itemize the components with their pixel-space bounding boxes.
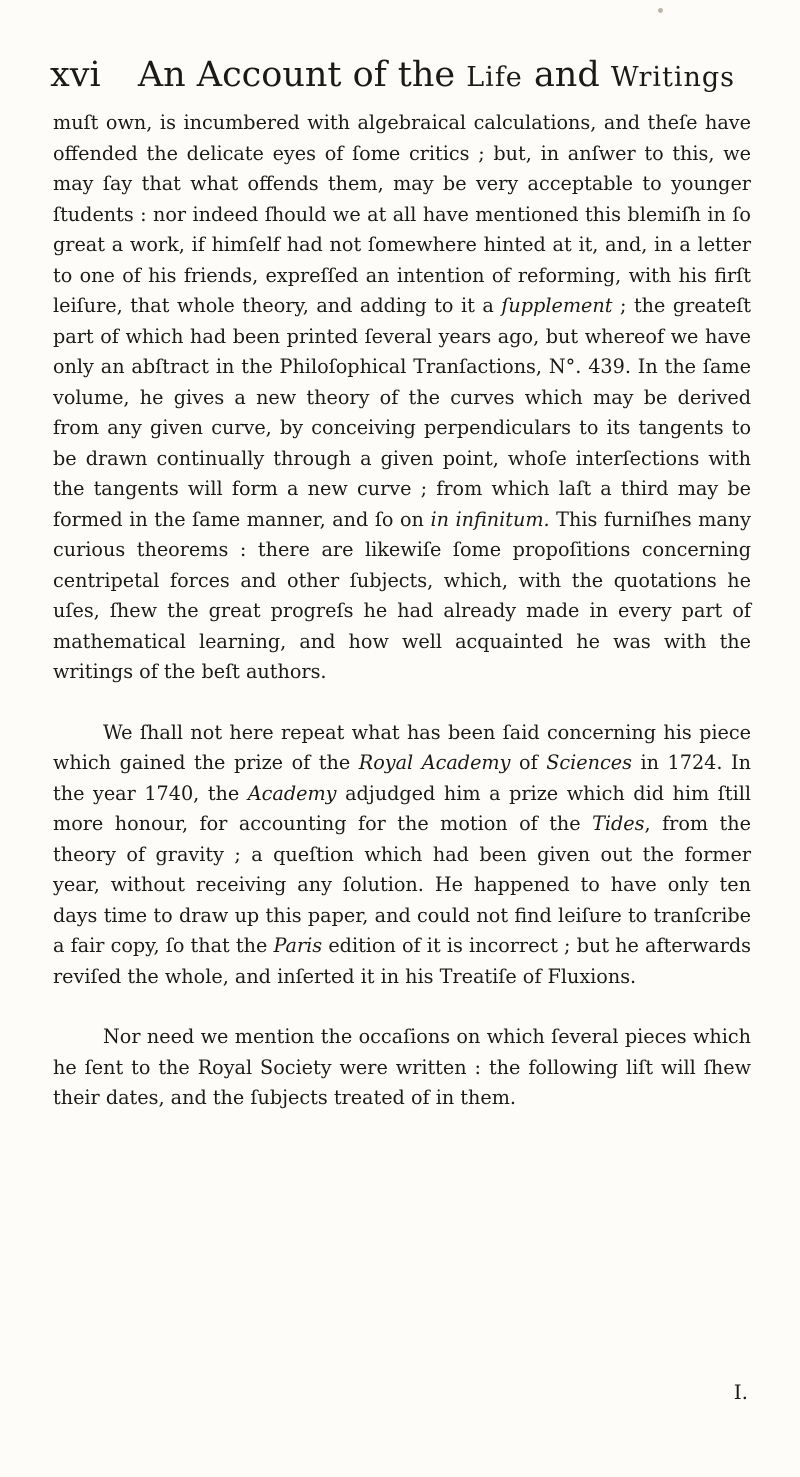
p2-italic-paris: Paris <box>273 934 323 957</box>
p1-text-e: This furniſhes many curious theorems : there are likewiſe ſome propoſitions concerning centripetal forces and other ſubjects, which, with the quotations he uſes, ſhew the great progreſs he had already made in every part of mathematical learning, and how well acquainted he was with the writings of the beſt authors. <box>53 507 751 683</box>
body-text <box>53 108 751 1114</box>
running-title-life: Life <box>466 62 523 93</box>
p2-text-g: adjudged him a prize which did him ſtill more honour, for accounting for the motion of the <box>53 781 752 835</box>
p1-italic-in-infinitum: in infinitum. <box>430 507 550 531</box>
p2-italic-tides: Tides <box>592 812 645 835</box>
p2-text-c: of <box>510 751 547 774</box>
catchword: I. <box>733 1380 748 1404</box>
p1-italic-supplement: ſupplement <box>501 294 613 317</box>
running-title-prefix: An Account of the <box>137 55 456 95</box>
page-number: xvi <box>50 55 101 95</box>
running-title-and: and <box>533 55 600 95</box>
p2-italic-academy: Academy <box>247 781 337 805</box>
paragraph-1 <box>53 108 751 688</box>
p2-text-e: in 1724. In the year 1740, the <box>53 751 751 805</box>
p1-text-c: ; the greateſt part of which had been printed ſeveral years ago, but whereof we have only an abſtract in the Philoſophical Tranſactions, N°. 439. In the ſame volume, he gives a new theory of the curves which may be derived from any given curve, by conceiving perpendiculars to its tangents to be drawn continually through a given point, whoſe interſections with the tangents will form a new curve ; from which laſt a third may be formed in the ſame manner, and ſo on <box>53 294 752 531</box>
paragraph-3 <box>53 1022 751 1114</box>
ink-speck <box>658 8 663 13</box>
paragraph-2 <box>53 718 751 993</box>
p1-text-a: muſt own, is incumbered with algebraical calculations, and theſe have offended the delicate eyes of ſome critics ; but, in anſwer to this, we may ſay that what offends them, may be very acceptable to younger ſtudents : nor indeed ſhould we at all have mentioned this blemiſh in ſo great a work, if himſelf had not ſomewhere hinted at it, and, in a letter to one of his friends, expreſſed an intention of reforming, with his firſt leiſure, that whole theory, and adding to it a <box>53 111 751 317</box>
p2-text-k: edition of it is incorrect ; but he afterwards reviſed the whole, and inſerted it in his Treatiſe of Fluxions. <box>53 934 751 988</box>
running-title-writings: Writings <box>610 62 736 93</box>
p2-text-i: , from the theory of gravity ; a queſtion which had been given out the former year, without receiving any ſolution. He happened to have only ten days time to draw up this paper, and could not find leiſure to tranſcribe a fair copy, ſo that the <box>53 812 751 957</box>
p2-italic-royal-academy: Royal Academy <box>358 751 511 774</box>
running-head <box>50 50 750 100</box>
p2-italic-sciences: Sciences <box>546 751 632 774</box>
p3-text-a: Nor need we mention the occaſions on which ſeveral pieces which he ſent to the Royal Society were written : the following liſt will ſhew their dates, and the ſubjects treated of in them. <box>53 1025 751 1109</box>
p2-text-a: We ſhall not here repeat what has been ſaid concerning his piece which gained the prize of the <box>53 720 751 774</box>
